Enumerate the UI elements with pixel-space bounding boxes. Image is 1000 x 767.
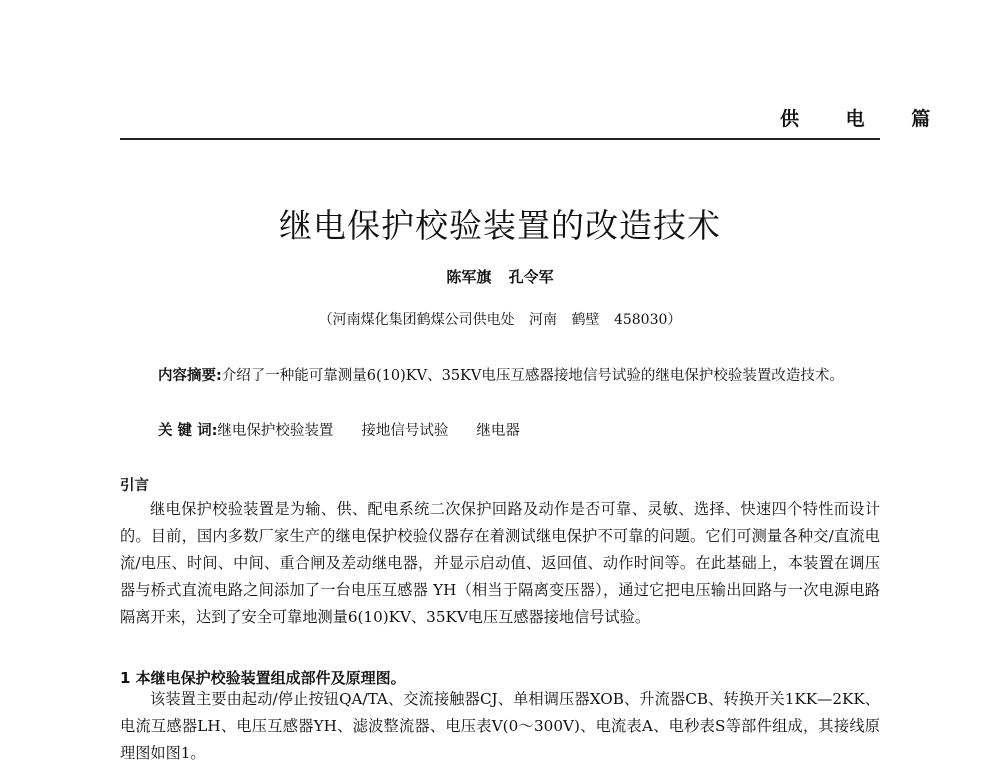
keyword-item: 接地信号试验 [361,423,449,439]
article-authors: 陈军旗 孔令军 [446,268,554,286]
keyword-item: 继电保护校验装置 [217,423,334,439]
abstract-label: 内容摘要: [158,368,222,384]
author-affiliation: （河南煤化集团鹤煤公司供电处 河南 鹤壁 458030） [318,312,682,328]
intro-paragraph: 继电保护校验装置是为输、供、配电系统二次保护回路及动作是否可靠、灵敏、选择、快速四个特性而设计的。目前，国内多数厂家生产的继电保护校验仪器存在着测试继电保护不可靠的问题。它们可测量各种交/直流电流/电压、时间、中间、重合闸及差动继电器，并显示启动值、返回值、动作时间等。在此基础上，本装置在调压器与桥式直流电路之间添加了一台电压互感器 YH（相当于隔离变压器），通过它把电压输出回路与一次电源电路隔离开来，达到了安全可靠地测量6(10)KV、35KV电压互感器接地信号试验。 [120,500,880,626]
running-header-section: 供 电 篇 [780,108,951,130]
keywords-block [158,417,878,445]
article-title: 继电保护校验装置的改造技术 [279,206,721,245]
keyword-item: 继电器 [476,423,520,439]
section-1-heading: 1 本继电保护校验装置组成部件及原理图。 [120,669,406,687]
header-rule [120,138,880,140]
intro-heading: 引言 [120,478,149,494]
abstract-text: 介绍了一种能可靠测量6(10)KV、35KV电压互感器接地信号试验的继电保护校验装置改造技术。 [221,368,844,384]
abstract-block [158,362,878,390]
keywords-label: 关 键 词: [158,423,218,439]
section-1-paragraph: 该装置主要由起动/停止按钮QA/TA、交流接触器CJ、单相调压器XOB、升流器CB、转换开关1KK—2KK、电流互感器LH、电压互感器YH、滤波整流器、电压表V(0～300V)、电流表A、电秒表S等部件组成，其接线原理图如图1。 [120,690,880,762]
